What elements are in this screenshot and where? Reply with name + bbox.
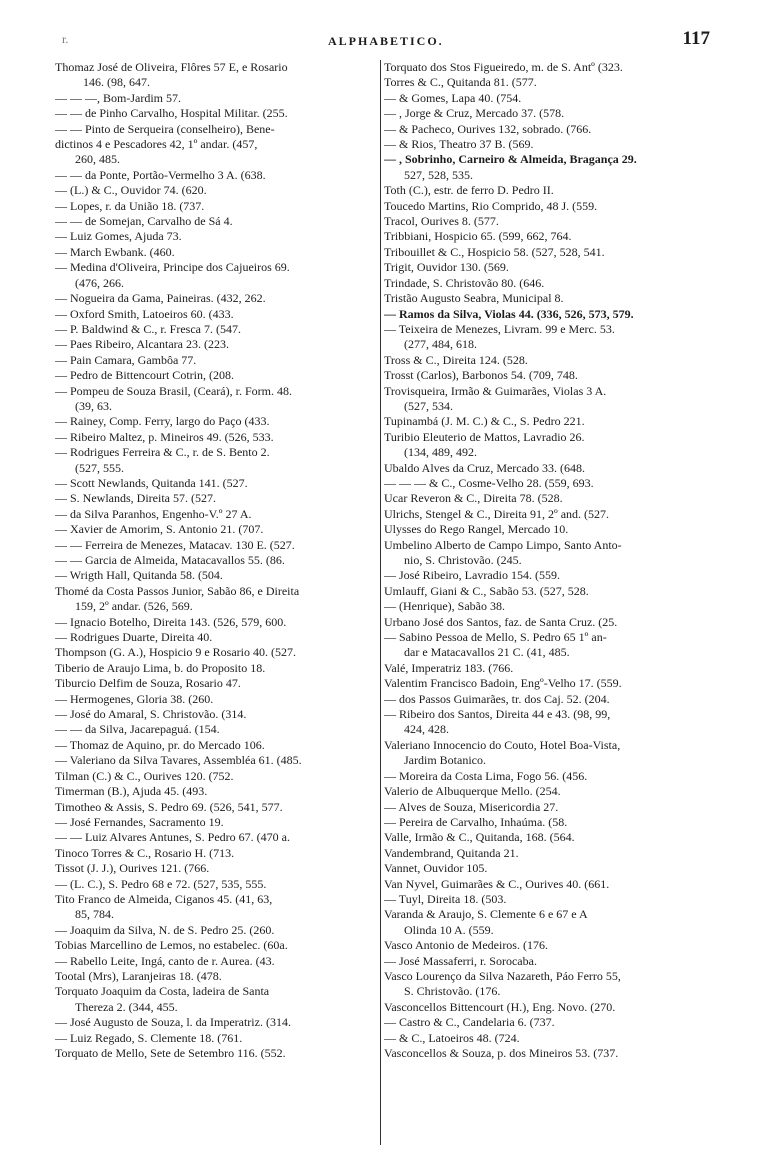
directory-entry: — Ignacio Botelho, Direita 143. (526, 579, 600.: [55, 614, 287, 629]
page-number: 117: [682, 28, 710, 49]
directory-entry: — Tuyl, Direita 18. (503.: [384, 891, 507, 906]
directory-entry: Vannet, Ouvidor 105.: [384, 861, 488, 876]
directory-entry: 85, 784.: [75, 907, 114, 922]
directory-entry: 159, 2º andar. (526, 569.: [75, 599, 193, 614]
directory-entry: Vasconcellos Bittencourt (H.), Eng. Novo. (270.: [384, 999, 616, 1014]
directory-entry: — Teixeira de Menezes, Livram. 99 e Merc. 53.: [384, 321, 615, 336]
directory-entry: — Rainey, Comp. Ferry, largo do Paço (433.: [55, 414, 270, 429]
directory-entry: Tracol, Ourives 8. (577.: [384, 214, 499, 229]
directory-entry: Trovisqueira, Irmão & Guimarães, Violas 3 A.: [384, 383, 607, 398]
directory-entry: — — de Somejan, Carvalho de Sá 4.: [55, 214, 233, 229]
directory-entry: Valentim Francisco Badoin, Engº-Velho 17. (559.: [384, 676, 622, 691]
directory-entry: — Pedro de Bittencourt Cotrin, (208.: [55, 368, 234, 383]
directory-entry: Ubaldo Alves da Cruz, Mercado 33. (648.: [384, 460, 585, 475]
directory-entry: Tobias Marcellino de Lemos, no estabelec. (60a.: [55, 938, 288, 953]
directory-entry: dar e Matacavallos 21 C. (41, 485.: [404, 645, 570, 660]
directory-entry: — (L. C.), S. Pedro 68 e 72. (527, 535, 555.: [55, 876, 267, 891]
directory-entry: — & Pacheco, Ourives 132, sobrado. (766.: [384, 121, 592, 136]
directory-entry: — , Jorge & Cruz, Mercado 37. (578.: [384, 106, 565, 121]
directory-entry: Ucar Reveron & C., Direita 78. (528.: [384, 491, 563, 506]
directory-entry: — S. Newlands, Direita 57. (527.: [55, 491, 216, 506]
directory-entry: — Wrigth Hall, Quitanda 58. (504.: [55, 568, 223, 583]
directory-entry: Tito Franco de Almeida, Ciganos 45. (41, 63,: [55, 891, 273, 906]
directory-entry: 260, 485.: [75, 152, 120, 167]
right-column: [384, 60, 706, 1150]
directory-entry: — & C., Latoeiros 48. (724.: [384, 1030, 520, 1045]
directory-entry: — , Sobrinho, Carneiro & Almeida, Bragança 29.: [384, 152, 637, 167]
directory-entry: — — Luiz Alvares Antunes, S. Pedro 67. (470 a.: [55, 830, 290, 845]
directory-entry: 424, 428.: [404, 722, 449, 737]
directory-entry: — José Ribeiro, Lavradio 154. (559.: [384, 568, 560, 583]
directory-entry: Urbano José dos Santos, faz. de Santa Cruz. (25.: [384, 614, 618, 629]
directory-entry: Tinoco Torres & C., Rosario H. (713.: [55, 845, 235, 860]
directory-entry: — — —, Bom-Jardim 57.: [55, 90, 181, 105]
directory-entry: (39, 63.: [75, 398, 112, 413]
directory-entry: — Ramos da Silva, Violas 44. (336, 526, 573, 579.: [384, 306, 634, 321]
left-column: [55, 60, 380, 1150]
directory-entry: Tribouillet & C., Hospicio 58. (527, 528, 541.: [384, 244, 605, 259]
directory-entry: — — Garcia de Almeida, Matacavallos 55. (86.: [55, 553, 285, 567]
directory-entry: Timotheo & Assis, S. Pedro 69. (526, 541, 577.: [55, 799, 283, 814]
directory-entry: Trosst (Carlos), Barbonos 54. (709, 748.: [384, 368, 578, 383]
directory-entry: — José do Amaral, S. Christovão. (314.: [55, 707, 247, 722]
directory-entry: Tribbiani, Hospicio 65. (599, 662, 764.: [384, 229, 572, 244]
directory-entry: Vasconcellos & Souza, p. dos Mineiros 53. (737.: [384, 1046, 619, 1060]
directory-entry: Torquato dos Stos Figueiredo, m. de S. Antº (323.: [384, 60, 623, 74]
directory-entry: — Joaquim da Silva, N. de S. Pedro 25. (260.: [55, 922, 275, 937]
header-title: ALPHABETICO.: [328, 34, 444, 48]
directory-entry: S. Christovão. (176.: [404, 984, 501, 999]
directory-entry: — Ribeiro dos Santos, Direita 44 e 43. (98, 99,: [384, 707, 611, 722]
directory-entry: — Rodrigues Duarte, Direita 40.: [55, 630, 213, 645]
directory-entry: — Thomaz de Aquino, pr. do Mercado 106.: [55, 737, 265, 752]
directory-entry: — — da Silva, Jacarepaguá. (154.: [55, 722, 220, 737]
directory-entry: Vandembrand, Quitanda 21.: [384, 845, 519, 860]
directory-entry: Tiberio de Araujo Lima, b. do Proposito 18.: [55, 660, 266, 675]
directory-entry: — Nogueira da Gama, Paineiras. (432, 262.: [55, 291, 266, 306]
directory-entry: Tiburcio Delfim de Souza, Rosario 47.: [55, 676, 241, 691]
directory-entry: Thompson (G. A.), Hospicio 9 e Rosario 40. (527.: [55, 645, 296, 660]
directory-entry: Vasco Lourenço da Silva Nazareth, Páo Ferro 55,: [384, 968, 621, 983]
directory-entry: — dos Passos Guimarães, tr. dos Caj. 52. (204.: [384, 691, 610, 706]
directory-entry: — Paes Ribeiro, Alcantara 23. (223.: [55, 337, 229, 352]
directory-entry: Ulrichs, Stengel & C., Direita 91, 2º and. (527.: [384, 506, 610, 521]
directory-entry: Valerio de Albuquerque Mello. (254.: [384, 784, 561, 799]
directory-entry: (527, 555.: [75, 460, 124, 475]
directory-entry: Vasco Antonio de Medeiros. (176.: [384, 938, 548, 953]
directory-entry: Olinda 10 A. (559.: [404, 922, 494, 937]
directory-entry: nio, S. Christovão. (245.: [404, 553, 522, 567]
directory-entry: — — da Ponte, Portão-Vermelho 3 A. (638.: [55, 167, 266, 182]
directory-entry: Umlauff, Giani & C., Sabão 53. (527, 528.: [384, 583, 589, 598]
directory-entry: Van Nyvel, Guimarães & C., Ourives 40. (661.: [384, 876, 610, 891]
directory-entry: Torquato de Mello, Sete de Setembro 116. (552.: [55, 1046, 286, 1060]
directory-entry: (476, 266.: [75, 275, 124, 290]
directory-entry: — March Ewbank. (460.: [55, 244, 175, 259]
directory-entry: (527, 534.: [404, 398, 453, 413]
directory-entry: — Pain Camara, Gambôa 77.: [55, 352, 197, 367]
directory-entry: Toth (C.), estr. de ferro D. Pedro II.: [384, 183, 554, 198]
directory-entry: Tootal (Mrs), Laranjeiras 18. (478.: [55, 968, 222, 983]
directory-entry: — Rabello Leite, Ingá, canto de r. Aurea. (43.: [55, 953, 275, 968]
directory-entry: — — Pinto de Serqueira (conselheiro), Bene-: [55, 121, 275, 136]
directory-entry: 146. (98, 647.: [83, 75, 150, 90]
directory-entry: (134, 489, 492.: [404, 445, 477, 460]
directory-entry: Trindade, S. Christovão 80. (646.: [384, 275, 545, 290]
directory-entry: — P. Baldwind & C., r. Fresca 7. (547.: [55, 321, 241, 336]
directory-entry: Toucedo Martins, Rio Comprido, 48 J. (559.: [384, 198, 598, 213]
directory-entry: Tissot (J. J.), Ourives 121. (766.: [55, 861, 210, 876]
directory-entry: (277, 484, 618.: [404, 337, 477, 352]
directory-entry: — Scott Newlands, Quitanda 141. (527.: [55, 475, 248, 490]
directory-entry: Timerman (B.), Ajuda 45. (493.: [55, 784, 208, 799]
directory-entry: — (Henrique), Sabão 38.: [384, 599, 505, 614]
directory-entry: — José Fernandes, Sacramento 19.: [55, 814, 224, 829]
directory-entry: Tristão Augusto Seabra, Municipal 8.: [384, 291, 564, 306]
directory-entry: Turibio Eleuterio de Mattos, Lavradio 26.: [384, 429, 585, 444]
directory-entry: Thomaz José de Oliveira, Flôres 57 E, e Rosario: [55, 60, 288, 74]
directory-entry: — Pompeu de Souza Brasil, (Ceará), r. Form. 48.: [55, 383, 292, 398]
directory-entry: Tupinambá (J. M. C.) & C., S. Pedro 221.: [384, 414, 585, 429]
directory-entry: Trigit, Ouvidor 130. (569.: [384, 260, 509, 275]
directory-entry: — Valeriano da Silva Tavares, Assembléa 61. (485.: [55, 753, 302, 768]
directory-entry: — Oxford Smith, Latoeiros 60. (433.: [55, 306, 234, 321]
directory-entry: Tilman (C.) & C., Ourives 120. (752.: [55, 768, 234, 783]
directory-entry: Torquato Joaquim da Costa, ladeira de Santa: [55, 984, 270, 999]
directory-entry: Torres & C., Quitanda 81. (577.: [384, 75, 537, 90]
directory-entry: dictinos 4 e Pescadores 42, 1º andar. (457,: [55, 137, 258, 152]
header-mark: r.: [62, 32, 69, 46]
directory-entry: — Luiz Regado, S. Clemente 18. (761.: [55, 1030, 243, 1045]
directory-entry: — Lopes, r. da União 18. (737.: [55, 198, 205, 213]
directory-entry: — (L.) & C., Ouvidor 74. (620.: [55, 183, 207, 198]
directory-entry: — & Gomes, Lapa 40. (754.: [384, 90, 522, 105]
directory-entry: — da Silva Paranhos, Engenho-V.º 27 A.: [55, 506, 252, 521]
directory-entry: Valle, Irmão & C., Quitanda, 168. (564.: [384, 830, 575, 845]
directory-entry: — José Massaferri, r. Sorocaba.: [384, 953, 537, 968]
directory-entry: — Rodrigues Ferreira & C., r. de S. Bento 2.: [55, 445, 270, 460]
directory-entry: Umbelino Alberto de Campo Limpo, Santo Anto-: [384, 537, 622, 552]
column-divider: [380, 60, 381, 1145]
directory-entry: — Moreira da Costa Lima, Fogo 56. (456.: [384, 768, 588, 783]
directory-entry: Ulysses do Rego Rangel, Mercado 10.: [384, 522, 569, 537]
directory-entry: — & Rios, Theatro 37 B. (569.: [384, 137, 534, 152]
directory-entry: Valé, Imperatriz 183. (766.: [384, 660, 514, 675]
directory-entry: — — de Pinho Carvalho, Hospital Militar. (255.: [55, 106, 288, 121]
directory-entry: — Pereira de Carvalho, Inhaúma. (58.: [384, 814, 568, 829]
directory-entry: Thereza 2. (344, 455.: [75, 999, 178, 1014]
directory-entry: — Luiz Gomes, Ajuda 73.: [55, 229, 182, 244]
directory-entry: — Hermogenes, Gloria 38. (260.: [55, 691, 214, 706]
directory-entry: Varanda & Araujo, S. Clemente 6 e 67 e A: [384, 907, 588, 922]
directory-entry: Thomé da Costa Passos Junior, Sabão 86, e Direita: [55, 583, 300, 598]
directory-entry: — José Augusto de Souza, l. da Imperatriz. (314.: [55, 1015, 291, 1030]
directory-entry: — Castro & C., Candelaria 6. (737.: [384, 1015, 555, 1030]
directory-entry: — Xavier de Amorim, S. Antonio 21. (707.: [55, 522, 264, 537]
directory-entry: — Sabino Pessoa de Mello, S. Pedro 65 1º an-: [384, 630, 607, 645]
directory-entry: — Ribeiro Maltez, p. Mineiros 49. (526, 533.: [55, 429, 274, 444]
directory-entry: — — — & C., Cosme-Velho 28. (559, 693.: [384, 475, 594, 490]
directory-entry: Jardim Botanico.: [404, 753, 486, 768]
page-header: [50, 28, 710, 52]
directory-entry: 527, 528, 535.: [404, 167, 473, 182]
directory-entry: — Medina d'Oliveira, Principe dos Cajueiros 69.: [55, 260, 290, 275]
directory-entry: Valeriano Innocencio do Couto, Hotel Boa-Vista,: [384, 737, 621, 752]
directory-entry: — Alves de Souza, Misericordia 27.: [384, 799, 559, 814]
directory-entry: Tross & C., Direita 124. (528.: [384, 352, 528, 367]
directory-entry: — — Ferreira de Menezes, Matacav. 130 E. (527.: [55, 537, 295, 552]
